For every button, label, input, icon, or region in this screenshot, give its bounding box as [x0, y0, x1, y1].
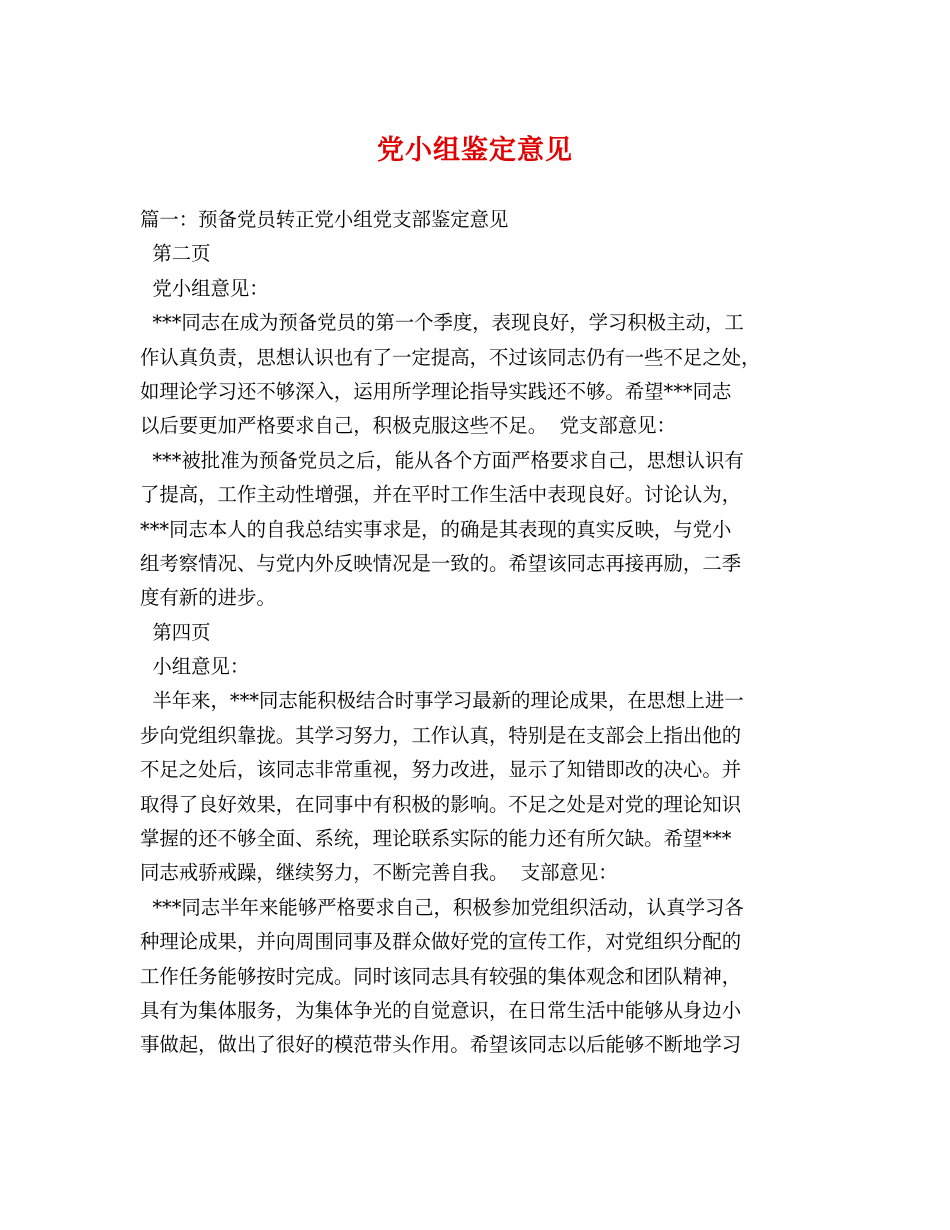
text-line: 掌握的还不够全面、系统，理论联系实际的能力还有所欠缺。希望***	[140, 827, 732, 851]
document-title: 党小组鉴定意见	[377, 135, 573, 166]
text-line: 事做起，做出了很好的模范带头作用。希望该同志以后能够不断地学习	[140, 1033, 742, 1057]
text-line: 半年来，***同志能积极结合时事学习最新的理论成果，在思想上进一	[140, 689, 744, 713]
text-line: 作认真负责，思想认识也有了一定提高，不过该同志仍有一些不足之处，	[140, 345, 761, 369]
text-line: 不足之处后，该同志非常重视，努力改进，显示了知错即改的决心。并	[140, 758, 742, 782]
text-line: 工作任务能够按时完成。同时该同志具有较强的集体观念和团队精神，	[140, 964, 742, 988]
text-line: 具有为集体服务，为集体争光的自觉意识，在日常生活中能够从身边小	[140, 998, 742, 1022]
text-line: 同志戒骄戒躁，继续努力，不断完善自我。 支部意见：	[140, 861, 618, 885]
text-line: 了提高，工作主动性增强，并在平时工作生活中表现良好。讨论认为，	[140, 483, 742, 507]
document-body	[140, 203, 818, 1063]
text-line: 种理论成果，并向周围同事及群众做好党的宣传工作，对党组织分配的	[140, 930, 742, 954]
text-line: ***同志在成为预备党员的第一个季度，表现良好，学习积极主动，工	[140, 311, 744, 335]
text-line: 第二页	[140, 242, 211, 266]
text-line: ***同志本人的自我总结实事求是，的确是其表现的真实反映，与党小	[140, 517, 732, 541]
text-line: ***被批准为预备党员之后，能从各个方面严格要求自己，思想认识有	[140, 448, 744, 472]
text-line: 篇一：预备党员转正党小组党支部鉴定意见	[140, 208, 509, 231]
text-line: 度有新的进步。	[140, 586, 276, 610]
text-line: 小组意见：	[140, 655, 250, 679]
text-line: 组考察情况、与党内外反映情况是一致的。希望该同志再接再励，二季	[140, 551, 742, 575]
text-line: 取得了良好效果，在同事中有积极的影响。不足之处是对党的理论知识	[140, 792, 742, 816]
text-line: 如理论学习还不够深入，运用所学理论指导实践还不够。希望***同志	[140, 379, 732, 403]
text-line: 第四页	[140, 620, 211, 644]
text-line: 党小组意见：	[140, 276, 269, 300]
text-line: ***同志半年来能够严格要求自己，积极参加党组织活动，认真学习各	[140, 895, 744, 919]
text-line: 步向党组织靠拢。其学习努力，工作认真，特别是在支部会上指出他的	[140, 723, 742, 747]
text-line: 以后要更加严格要求自己，积极克服这些不足。 党支部意见：	[140, 414, 676, 438]
